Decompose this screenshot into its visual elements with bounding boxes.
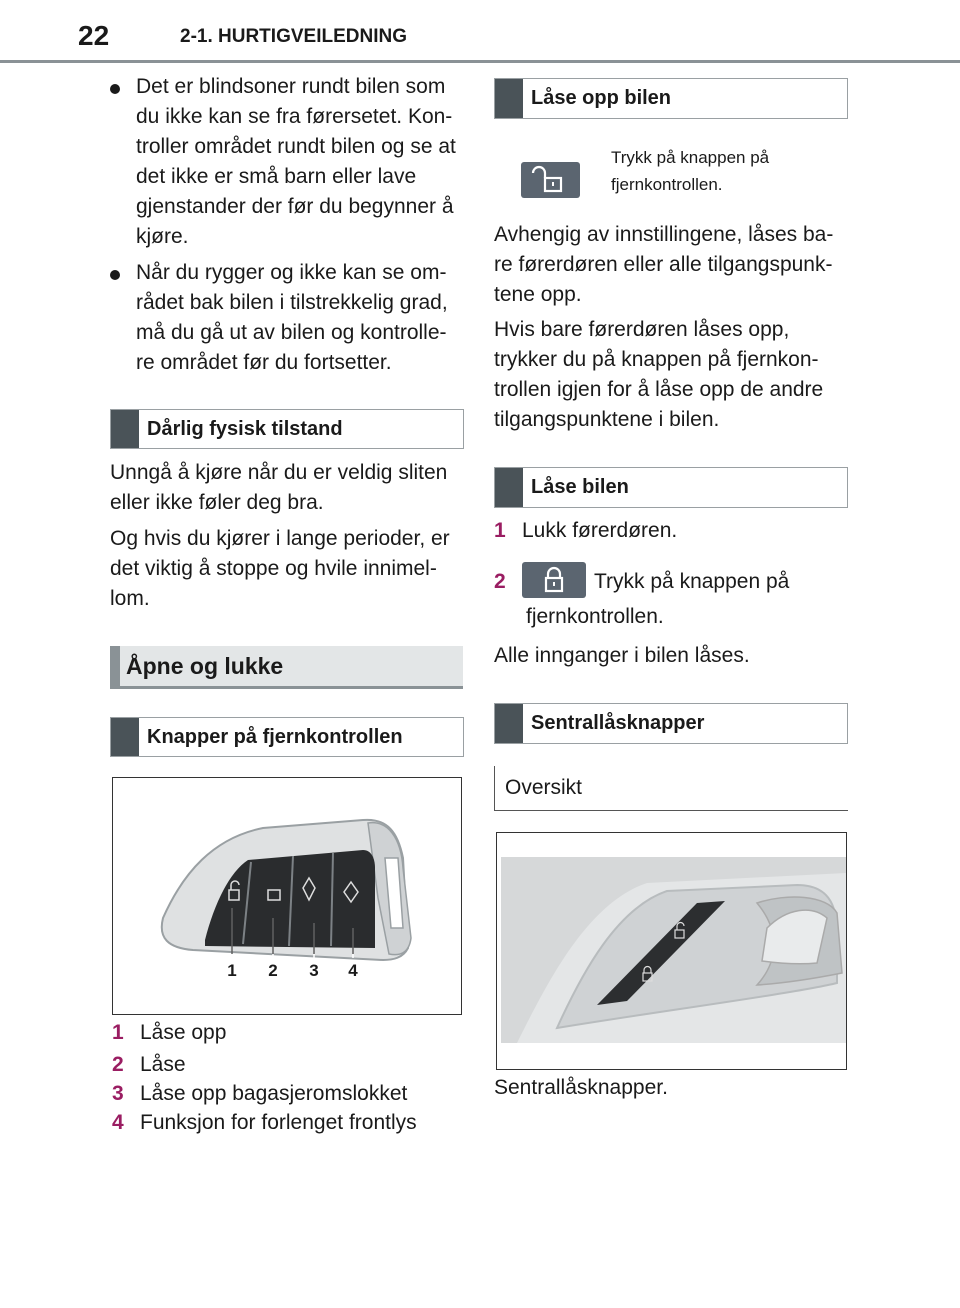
legend-item: [112, 1108, 462, 1138]
bullet-text: Når du rygger og ikke kan se om-rådet bak bilen i tilstrekkelig grad, må du gå ut av bilen og kontrolle-re området før du fortsetter.: [136, 261, 448, 374]
box-label: Låse opp bilen: [531, 87, 672, 109]
bullet-dot: [110, 270, 120, 280]
header-rule: [0, 60, 960, 63]
step-text: Trykk på knappen på: [594, 570, 790, 593]
section-title: Åpne og lukke: [126, 652, 284, 679]
section-bar: [110, 646, 120, 686]
step-text: fjernkontrollen.: [526, 605, 664, 628]
callout-1: 1: [227, 961, 237, 980]
unlock-car-box: [494, 78, 848, 119]
central-lock-illustration: [497, 833, 846, 1069]
central-lock-figure: [496, 832, 847, 1070]
bullet-item: [110, 72, 465, 252]
unlock-icon: [531, 165, 571, 195]
box-label: Dårlig fysisk tilstand: [147, 417, 343, 440]
lock-button-icon: [522, 562, 586, 598]
page-number: 22: [78, 20, 110, 51]
lock-icon: [539, 565, 569, 595]
overview-label: Oversikt: [505, 776, 583, 799]
callout-3: 3: [309, 961, 319, 980]
step-number-label: 2: [494, 570, 506, 593]
box-label: Sentrallåsknapper: [531, 712, 705, 734]
legend-number: 2: [112, 1053, 124, 1076]
box-bar: [111, 410, 139, 448]
legend-text: Funksjon for forlenget frontlys: [140, 1111, 417, 1134]
figure-caption: Sentrallåsknapper.: [494, 1076, 668, 1099]
legend-number: 3: [112, 1082, 124, 1105]
bullet-text: Det er blindsoner rundt bilen som du ikke kan se fra førersetet. Kon-troller området rundt bilen og se at det ikke er små barn eller lave gjenstander der før du begynner å kjøre.: [136, 75, 456, 248]
lock-car-box: [494, 467, 848, 508]
unlock-icon-text: Trykk på knappen på fjernkontrollen.: [611, 148, 770, 194]
legend-text: Låse opp bagasjeromslokket: [140, 1082, 408, 1105]
bullet-dot: [110, 84, 120, 94]
callout-2: 2: [268, 961, 278, 980]
paragraph: Unngå å kjøre når du er veldig sliten eller ikke føler deg bra.: [110, 461, 448, 514]
box-label: Låse bilen: [531, 476, 629, 498]
step-number: 1: [494, 519, 506, 542]
box-bar: [495, 468, 523, 507]
box-bar: [495, 79, 523, 118]
legend-item: [112, 1018, 462, 1048]
legend-number: 1: [112, 1021, 124, 1044]
step-number: [494, 567, 522, 597]
paragraph: Avhengig av innstillingene, låses ba-re førerdøren eller alle tilgangspunk-tene opp.: [494, 223, 834, 306]
step-item: [494, 516, 677, 546]
box-bar: [495, 704, 523, 743]
legend-number: 4: [112, 1111, 124, 1134]
section-header: [110, 646, 463, 689]
remote-buttons-box: [110, 717, 464, 757]
paragraph: Og hvis du kjører i lange perioder, er det viktig å stoppe og hvile innimel-lom.: [110, 527, 450, 610]
box-bar: [111, 718, 139, 756]
paragraph: Hvis bare førerdøren låses opp, trykker du på knappen på fjernkon-trollen igjen for å låse opp de andre tilgangspunktene i bilen.: [494, 318, 824, 431]
physical-condition-box: [110, 409, 464, 449]
unlock-button-icon: [521, 162, 580, 198]
chapter-title: 2-1. HURTIGVEILEDNING: [180, 26, 407, 47]
central-lock-box: [494, 703, 848, 744]
legend-item: [112, 1050, 462, 1080]
legend-text: Låse opp: [140, 1021, 227, 1044]
paragraph: Alle innganger i bilen låses.: [494, 644, 750, 667]
legend-text: Låse: [140, 1053, 186, 1076]
overview-heading: [494, 766, 848, 811]
callout-4: 4: [348, 961, 358, 980]
box-label: Knapper på fjernkontrollen: [147, 725, 403, 748]
key-fob-illustration: [113, 778, 461, 1014]
step-text: Lukk førerdøren.: [522, 519, 678, 542]
key-fob-figure: [112, 777, 462, 1015]
bullet-item: [110, 258, 465, 378]
legend-item: [112, 1079, 462, 1109]
